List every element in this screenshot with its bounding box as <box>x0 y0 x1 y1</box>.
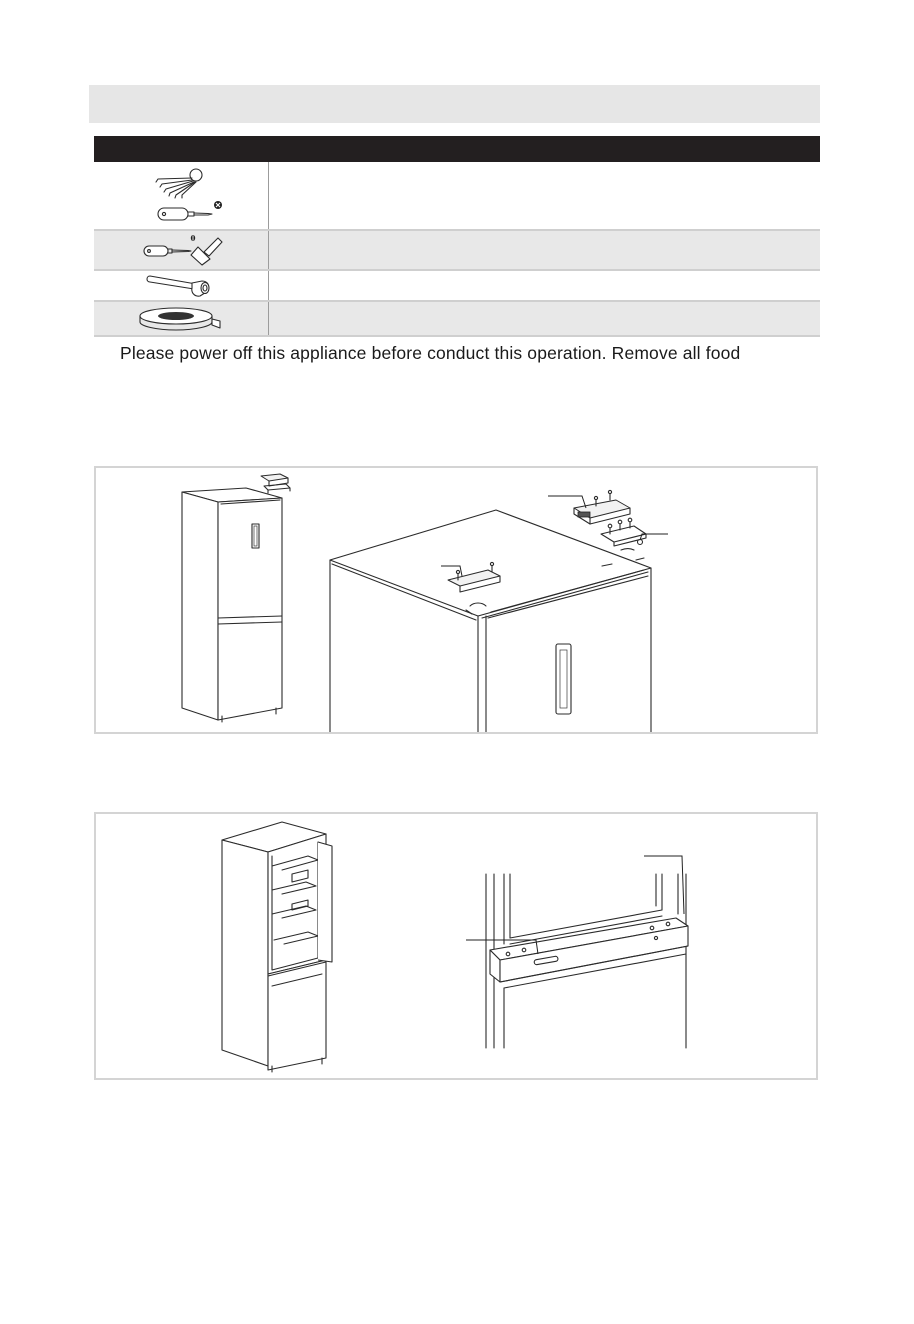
middle-hinge-illustration <box>96 814 816 1078</box>
tool-row <box>94 162 820 231</box>
tool-description <box>269 231 820 269</box>
tool-icon-cell <box>94 271 269 300</box>
tools-table-header <box>94 136 820 162</box>
socket-wrench-icon <box>136 272 226 300</box>
tool-row <box>94 302 820 337</box>
top-hinge-figure <box>94 466 818 734</box>
section-title-bar <box>89 85 820 123</box>
tools-table <box>94 136 820 337</box>
fridge-overview-drawing <box>182 474 290 722</box>
middle-hinge-closeup-drawing <box>466 856 688 1048</box>
middle-hinge-figure <box>94 812 818 1080</box>
tool-row <box>94 231 820 271</box>
tool-icon-cell <box>94 162 269 229</box>
open-fridge-drawing <box>222 822 332 1072</box>
top-hinge-illustration <box>96 468 816 732</box>
tool-icon-cell <box>94 231 269 269</box>
safety-notice: Please power off this appliance before conduct this operation. Remove all food <box>120 343 741 363</box>
tool-description <box>269 302 820 335</box>
tool-row <box>94 271 820 302</box>
tool-icon-cell <box>94 302 269 335</box>
tool-description <box>269 162 820 229</box>
tool-description <box>269 271 820 300</box>
hex-key-set-and-phillips-screwdriver-icon <box>136 165 226 227</box>
flat-screwdriver-and-putty-knife-icon <box>136 233 226 267</box>
masking-tape-icon <box>136 304 226 334</box>
fridge-top-closeup-drawing <box>330 490 668 732</box>
